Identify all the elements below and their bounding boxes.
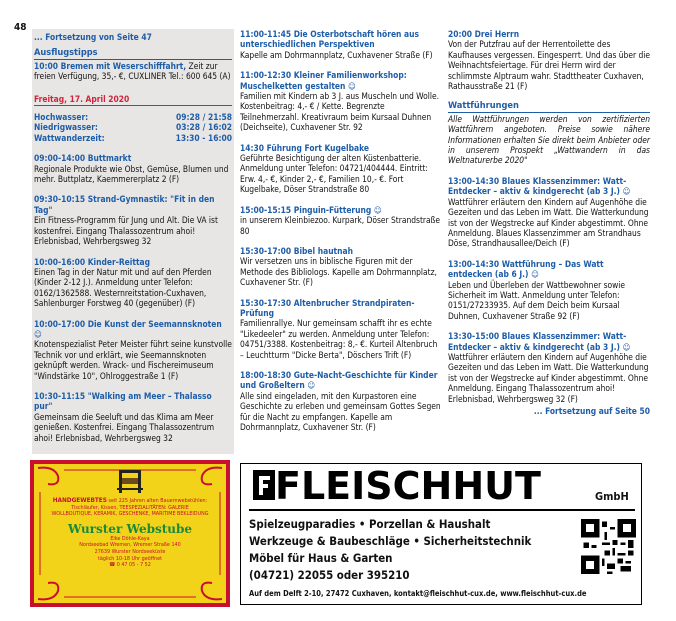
event-item: 11:00-12:30 Kleiner Familienworkshop: Muschelketten gestalten ☺ Familien mit Kindern ab 3 J. aus Muscheln und Wolle. Kostenbeitrag: 4,- € / Kette. Begrenzte Teilnehmerzahl. Kreativraum beim Kursaal Duhnen (Deichseite), Cuxhavener Str. 92 [240, 70, 439, 133]
ad-line: Möbel für Haus & Garten [249, 551, 393, 565]
section-title-ausflugstipps: Ausflugstipps [34, 48, 232, 59]
column-1 [32, 29, 234, 454]
loom-icon [116, 468, 144, 494]
ad-line: Werkzeuge & Baubeschläge • Sicherheitstechnik [249, 534, 532, 548]
event-item: 18:00-18:30 Gute-Nacht-Geschichte für Kinder und Großeltern ☺ Alle sind eingeladen, mit den Kurpastoren eine Geschichte zu erleben und gemeinsam Gottes Segen für die Nacht zu empfangen. Kapelle am Dohrmannplatz, Cuxhavener Str. (F) [240, 369, 441, 432]
webstube-text: HANDGEWEBTES seit 225 Jahren alten Bauernwebstühlen: Tischläufer, Kissen, TEESPEZIALITÄTEN: GALERIE WOLLBOUTIQUE, KERAMIK, GESCHENKE, MARITIME BEKLEIDUNG Wurster Webstube Elke Döhle-Kaya Nordseebad Wremen, Wremer Straße 140 27639 Wurster Nordseeküste täglich 10-18 Uhr geöffnet ☎ 0 47 05 - 7 52 [34, 497, 226, 569]
event-item: 15:00-15:15 Pinguin-Fütterung ☺ in unserem Kleinbiezoo. Kurpark, Döser Strandstraße 80 [240, 204, 441, 236]
ad-footer: Auf dem Delft 2-10, 27472 Cuxhaven, kontakt@fleischhut-cux.de, www.fleischhut-cux.de [249, 589, 587, 598]
ad-phone: (04721) 22055 oder 395210 [249, 568, 410, 582]
column-3 [448, 29, 650, 416]
date-heading: Freitag, 17. April 2020 [34, 94, 232, 106]
tide-row: Niedrigwasser: 03:28 / 16:02 [34, 122, 232, 133]
event-item: 10:00-16:00 Kinder-Reittag Einen Tag in der Natur mit und auf den Pferden (Kinder 2-12 J.). Anmeldung unter Telefon: 0162/1362588. Westernreitstation-Cuxhaven, Sahlenburger Forstweg 40 (gegenüber) (F) [34, 256, 212, 309]
page-number: 48 [14, 22, 27, 33]
event-item: 13:00-14:30 Blaues Klassenzimmer: Watt-Entdecker – aktiv & kindgerecht (ab 3 J.) ☺ Wattführer erläutern den Kindern auf Augenhöhe die Gezeiten und das Leben im Watt. Die Watterkundung ist von der Wegstrecke auf Kinder abgestimmt. Ohne Anmeldung. Blaues Klassenzimmer am Strandhaus Döse, Strandhausallee/Deich (F) [448, 175, 649, 249]
qr-code-icon [581, 519, 636, 574]
event-item: 15:30-17:00 Bibel hautnah Wir versetzen uns in biblische Figuren mit der Methode des Bibliologs. Kapelle am Dohrmannplatz, Cuxhavener Str. (F) [240, 245, 437, 288]
continued-from: ... Fortsetzung von Seite 47 [34, 32, 152, 42]
event-item: 10:30-11:15 "Walking am Meer – Thalasso pur" Gemeinsam die Seeluft und das Klima am Meer genießen. Kostenfrei. Eingang Thalassozentrum ahoi! Erlebnisbad, Wehrbergsweg 32 [34, 390, 215, 443]
section-title-wattfuehrungen: Wattführungen [448, 101, 650, 112]
event-item: 09:00-14:00 Buttmarkt Regionale Produkte wie Obst, Gemüse, Blumen und mehr. Buttplatz, Kaemmererplatz 2 (F) [34, 153, 229, 185]
ad-line: Spielzeugparadies • Porzellan & Haushalt [249, 517, 491, 531]
event-item: 20:00 Drei Herrn Von der Putzfrau auf der Herrentoilette des Kaufhauses vergessen. Eingesperrt. Und das über die Weihnachtsfeiertage. Für drei Herrn wird der schlimmste Alptraum wahr. Stadttheater Cuxhaven, Rathausstraße 21 (F) [448, 29, 650, 92]
fleischhut-logo-icon [253, 470, 275, 500]
event-item: 10:00-17:00 Die Kunst der Seemannsknoten ☺ Knotenspezialist Peter Meister führt seine kunstvolle Technik vor und erklärt, wie Seemannsknoten geknüpft werden. Wrack- und Fischereimuseum "Windstärke 10", Ohlroggestraße 1 (F) [34, 318, 232, 381]
continued-on: ... Fortsetzung auf Seite 50 [533, 406, 650, 416]
tide-row: Wattwanderzeit: 13:30 - 16:00 [34, 132, 232, 143]
event-item: 14:30 Führung Fort Kugelbake Geführte Besichtigung der alten Küstenbatterie. Anmeldung unter Telefon: 04721/404444. Eintritt: Erw. 4,- €, Kinder 2,- €, Familien 10,- €. Fort Kugelbake, Döser Strandstraße 80 [240, 142, 428, 195]
ad-fleischhut [240, 463, 642, 605]
tip-text: 10:00 Bremen mit Weserschifffahrt, Zeit zur freien Verfügung, 35,- €, CUXLINER Tel.: 600 645 (A) [34, 60, 231, 82]
event-item: 13:00-14:30 Wattführung – Das Watt entdecken (ab 6 J.) ☺ Leben und Überleben der Wattbewohner sowie Sicherheit im Watt. Anmeldung unter Telefon: 0151/27233935. Auf dem Deich beim Kursaal Duhnen, Cuxhavener Straße 92 (F) [448, 258, 626, 321]
fleischhut-logo: FLEISCHHUT [275, 464, 541, 508]
fleischhut-gmbh: GmbH [595, 490, 629, 503]
ad-wurster-webstube [30, 460, 230, 607]
watt-intro: Alle Wattführungen werden von zertifizierten Wattführern angeboten. Preise sowie nähere Informationen erhalten Sie direkt beim Anbieter oder in unserem Prospekt „Wattwandern in das Weltnaturerbe 2020" [448, 113, 650, 166]
tide-row: Hochwasser: 09:28 / 21:58 [34, 112, 232, 123]
column-2 [240, 29, 442, 442]
event-item: 13:30-15:00 Blaues Klassenzimmer: Watt-Entdecker – aktiv & kindgerecht (ab 3 J.) ☺ Wattführer erläutern den Kindern auf Augenhöhe die Gezeiten und das Leben im Watt. Die Watterkundung ist von der Wegstrecke auf Kinder abgestimmt. Ohne Anmeldung. Eingang Thalassozentrum ahoi! Erlebnisbad, Wehrbergsweg 32 (F) [448, 331, 649, 404]
event-item: 09:30-10:15 Strand-Gymnastik: "Fit in den Tag" Ein Fitness-Programm für Jung und Alt. Die VA ist kostenfrei. Eingang Thalassozentrum ahoi! Erlebnisbad, Wehrbergsweg 32 [34, 194, 218, 247]
event-item: 11:00-11:45 Die Osterbotschaft hören aus unterschiedlichen Perspektiven Kapelle am Dohrmannplatz, Cuxhavener Straße (F) [240, 29, 433, 60]
divider [249, 509, 635, 511]
event-item: 15:30-17:30 Altenbrucher Strandpiraten-Prüfung Familienrallye. Nur gemeinsam schafft ihr es echte "Likedeeler" zu werden. Anmeldung unter Telefon: 04751/3388. Kostenbeitrag: 8,- €. Kurteil Altenbruch – Leuchtturm "Dicke Berta", Döschers Trift (F) [240, 297, 438, 360]
webstube-brand: Wurster Webstube [67, 521, 193, 536]
